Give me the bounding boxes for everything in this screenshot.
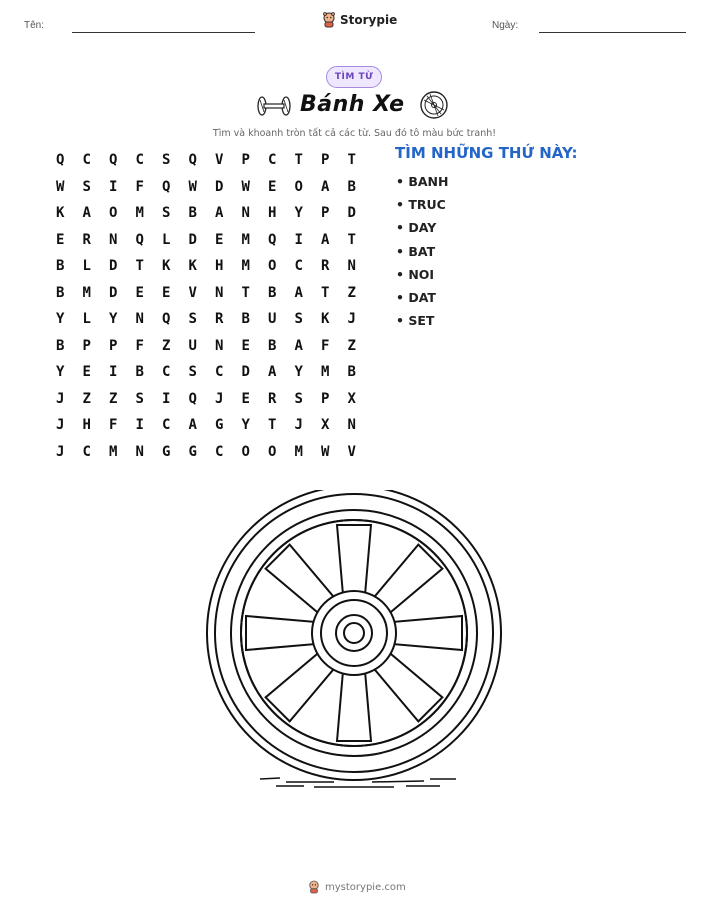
- grid-row: [47, 386, 365, 413]
- grid-letter: N: [241, 205, 250, 222]
- grid-letter: S: [162, 205, 171, 222]
- grid-letter: D: [109, 284, 118, 301]
- grid-letter: W: [56, 178, 65, 195]
- grid-letter: Y: [109, 311, 118, 328]
- grid-letter: D: [215, 178, 224, 195]
- grid-letter: G: [188, 443, 197, 460]
- grid-letter: N: [215, 337, 224, 354]
- instructions: Tìm và khoanh tròn tất cả các từ. Sau đó tô màu bức tranh!: [212, 128, 497, 139]
- grid-letter: P: [109, 337, 118, 354]
- grid-letter: D: [109, 258, 118, 275]
- grid-letter: E: [241, 390, 250, 407]
- grid-letter: A: [82, 205, 91, 222]
- grid-letter: R: [321, 258, 330, 275]
- grid-letter: I: [109, 364, 118, 381]
- grid-letter: K: [56, 205, 65, 222]
- grid-letter: D: [188, 231, 197, 248]
- word-list-title: TÌM NHỮNG THỨ NÀY:: [395, 144, 578, 162]
- grid-letter: F: [321, 337, 330, 354]
- grid-letter: V: [347, 443, 356, 460]
- storypie-logo-icon: [322, 12, 336, 28]
- grid-letter: R: [82, 231, 91, 248]
- grid-letter: S: [294, 390, 303, 407]
- grid-letter: N: [347, 417, 356, 434]
- footer: [308, 880, 406, 894]
- grid-row: [47, 174, 365, 201]
- grid-letter: E: [162, 284, 171, 301]
- grid-letter: A: [321, 178, 330, 195]
- grid-letter: T: [241, 284, 250, 301]
- activity-badge: TÌM TỪ: [326, 66, 382, 88]
- grid-letter: M: [135, 205, 144, 222]
- grid-letter: F: [135, 178, 144, 195]
- wagon-wheel-picture: [194, 490, 514, 790]
- grid-letter: N: [135, 311, 144, 328]
- grid-letter: C: [268, 152, 277, 169]
- footer-url: mystorypie.com: [325, 881, 406, 893]
- grid-letter: H: [268, 205, 277, 222]
- grid-letter: D: [241, 364, 250, 381]
- grid-row: [47, 227, 365, 254]
- grid-letter: S: [162, 152, 171, 169]
- grid-letter: R: [215, 311, 224, 328]
- grid-letter: O: [268, 258, 277, 275]
- word-list: [396, 170, 448, 332]
- grid-letter: B: [268, 284, 277, 301]
- word-list-item: • DAY: [396, 220, 437, 236]
- grid-letter: E: [215, 231, 224, 248]
- grid-letter: R: [268, 390, 277, 407]
- grid-letter: Q: [268, 231, 277, 248]
- grid-letter: A: [188, 417, 197, 434]
- grid-letter: O: [294, 178, 303, 195]
- grid-letter: M: [294, 443, 303, 460]
- grid-letter: Q: [162, 178, 171, 195]
- grid-letter: Y: [56, 311, 65, 328]
- grid-letter: Q: [56, 152, 65, 169]
- grid-letter: O: [109, 205, 118, 222]
- grid-letter: P: [82, 337, 91, 354]
- grid-letter: W: [241, 178, 250, 195]
- grid-letter: C: [294, 258, 303, 275]
- grid-letter: M: [82, 284, 91, 301]
- grid-letter: Q: [109, 152, 118, 169]
- grid-letter: E: [56, 231, 65, 248]
- grid-letter: U: [188, 337, 197, 354]
- grid-letter: P: [321, 152, 330, 169]
- grid-letter: T: [135, 258, 144, 275]
- wheel-icon: [419, 90, 449, 120]
- grid-letter: C: [135, 152, 144, 169]
- grid-letter: K: [188, 258, 197, 275]
- grid-letter: C: [215, 364, 224, 381]
- grid-letter: J: [347, 311, 356, 328]
- grid-letter: B: [347, 178, 356, 195]
- grid-letter: U: [268, 311, 277, 328]
- grid-row: [47, 412, 365, 439]
- storypie-logo-icon: [308, 880, 320, 894]
- grid-letter: A: [321, 231, 330, 248]
- grid-row: [47, 306, 365, 333]
- grid-letter: P: [321, 390, 330, 407]
- word-list-item: • SET: [396, 313, 435, 329]
- grid-letter: N: [215, 284, 224, 301]
- word-list-item: • DAT: [396, 290, 436, 306]
- grid-letter: L: [82, 311, 91, 328]
- grid-letter: S: [294, 311, 303, 328]
- grid-letter: P: [321, 205, 330, 222]
- brand-name: Storypie: [340, 13, 398, 27]
- grid-letter: C: [215, 443, 224, 460]
- grid-letter: O: [241, 443, 250, 460]
- grid-letter: B: [56, 258, 65, 275]
- grid-letter: I: [109, 178, 118, 195]
- grid-letter: X: [347, 390, 356, 407]
- grid-letter: V: [188, 284, 197, 301]
- grid-letter: F: [135, 337, 144, 354]
- grid-letter: Z: [82, 390, 91, 407]
- grid-letter: Y: [294, 205, 303, 222]
- grid-letter: T: [347, 231, 356, 248]
- grid-letter: S: [135, 390, 144, 407]
- grid-letter: Z: [109, 390, 118, 407]
- grid-letter: Y: [294, 364, 303, 381]
- grid-letter: I: [294, 231, 303, 248]
- grid-letter: M: [321, 364, 330, 381]
- grid-letter: J: [56, 390, 65, 407]
- grid-letter: C: [82, 152, 91, 169]
- grid-letter: B: [135, 364, 144, 381]
- grid-letter: D: [347, 205, 356, 222]
- grid-letter: T: [321, 284, 330, 301]
- word-list-item: • TRUC: [396, 197, 446, 213]
- grid-letter: N: [135, 443, 144, 460]
- grid-letter: N: [347, 258, 356, 275]
- grid-letter: M: [241, 258, 250, 275]
- grid-row: [47, 439, 365, 466]
- grid-letter: K: [321, 311, 330, 328]
- date-label: Ngày:: [492, 20, 519, 31]
- grid-letter: F: [109, 417, 118, 434]
- grid-letter: G: [215, 417, 224, 434]
- grid-letter: J: [294, 417, 303, 434]
- date-line: [539, 32, 686, 33]
- grid-letter: M: [241, 231, 250, 248]
- grid-letter: L: [82, 258, 91, 275]
- grid-letter: A: [268, 364, 277, 381]
- axle-icon: [256, 94, 292, 118]
- grid-letter: B: [268, 337, 277, 354]
- grid-letter: M: [109, 443, 118, 460]
- grid-letter: S: [188, 311, 197, 328]
- grid-letter: Z: [347, 337, 356, 354]
- word-search-grid: [47, 147, 365, 465]
- grid-letter: Z: [162, 337, 171, 354]
- grid-row: [47, 359, 365, 386]
- grid-letter: V: [215, 152, 224, 169]
- grid-letter: I: [162, 390, 171, 407]
- grid-letter: W: [188, 178, 197, 195]
- grid-letter: P: [241, 152, 250, 169]
- grid-letter: C: [82, 443, 91, 460]
- grid-row: [47, 253, 365, 280]
- grid-letter: A: [215, 205, 224, 222]
- grid-letter: I: [135, 417, 144, 434]
- name-label: Tên:: [24, 20, 45, 31]
- grid-row: [47, 200, 365, 227]
- word-list-item: • BAT: [396, 243, 436, 259]
- grid-letter: E: [268, 178, 277, 195]
- grid-row: [47, 280, 365, 307]
- grid-letter: Q: [135, 231, 144, 248]
- grid-letter: T: [347, 152, 356, 169]
- grid-letter: W: [321, 443, 330, 460]
- grid-letter: A: [294, 337, 303, 354]
- name-line: [72, 32, 255, 33]
- grid-letter: Q: [162, 311, 171, 328]
- grid-letter: B: [56, 284, 65, 301]
- brand: [322, 12, 397, 28]
- grid-letter: S: [188, 364, 197, 381]
- grid-letter: H: [82, 417, 91, 434]
- grid-letter: A: [294, 284, 303, 301]
- grid-letter: Z: [347, 284, 356, 301]
- grid-letter: C: [162, 364, 171, 381]
- grid-letter: B: [241, 311, 250, 328]
- grid-letter: N: [109, 231, 118, 248]
- grid-letter: B: [56, 337, 65, 354]
- grid-row: [47, 147, 365, 174]
- grid-letter: T: [294, 152, 303, 169]
- grid-letter: J: [215, 390, 224, 407]
- grid-letter: C: [162, 417, 171, 434]
- grid-letter: Q: [188, 152, 197, 169]
- grid-letter: Y: [241, 417, 250, 434]
- grid-letter: S: [82, 178, 91, 195]
- grid-letter: Y: [56, 364, 65, 381]
- grid-letter: B: [188, 205, 197, 222]
- word-list-item: • NOI: [396, 266, 435, 282]
- grid-letter: J: [56, 443, 65, 460]
- grid-letter: Q: [188, 390, 197, 407]
- page-title: Bánh Xe: [300, 92, 405, 117]
- grid-letter: H: [215, 258, 224, 275]
- grid-letter: T: [268, 417, 277, 434]
- grid-letter: L: [162, 231, 171, 248]
- grid-letter: G: [162, 443, 171, 460]
- word-list-item: • BANH: [396, 174, 449, 190]
- grid-letter: X: [321, 417, 330, 434]
- grid-letter: O: [268, 443, 277, 460]
- grid-letter: J: [56, 417, 65, 434]
- grid-row: [47, 333, 365, 360]
- grid-letter: K: [162, 258, 171, 275]
- grid-letter: E: [241, 337, 250, 354]
- grid-letter: B: [347, 364, 356, 381]
- grid-letter: E: [82, 364, 91, 381]
- grid-letter: E: [135, 284, 144, 301]
